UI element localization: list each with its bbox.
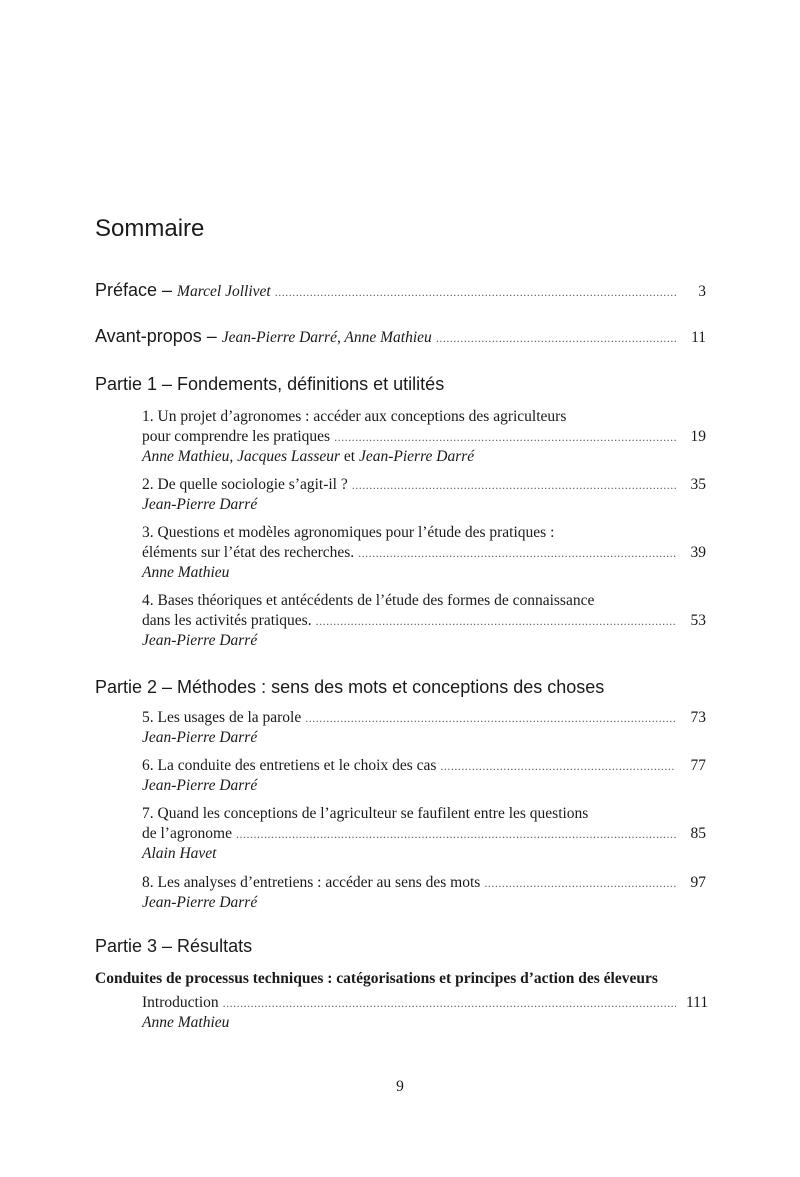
- toc-entry-7[interactable]: [142, 804, 706, 864]
- toc-entry-introduction[interactable]: [142, 993, 709, 1033]
- page-number: 19: [690, 428, 706, 445]
- part-2-heading: Partie 2 – Méthodes : sens des mots et conceptions des choses: [95, 677, 605, 697]
- dot-leader: [484, 873, 676, 893]
- toc-entry-5[interactable]: [142, 708, 706, 748]
- entry-title: 6. La conduite des entretiens et le choix des cas: [142, 757, 437, 774]
- entry-label: Avant-propos –: [95, 326, 217, 346]
- entry-title: 3. Questions et modèles agronomiques pour l’étude des pratiques :: [142, 524, 555, 541]
- entry-title: 2. De quelle sociologie s’agit-il ?: [142, 476, 348, 493]
- page-number: 85: [690, 825, 706, 842]
- entry-title-cont: pour comprendre les pratiques: [142, 428, 331, 445]
- entry-title-cont: éléments sur l’état des recherches.: [142, 544, 355, 561]
- entry-author: Jean-Pierre Darré, Anne Mathieu: [221, 329, 432, 346]
- dot-leader: [334, 427, 676, 447]
- entry-author: Jean-Pierre Darré: [142, 777, 258, 794]
- entry-author: Jean-Pierre Darré: [142, 894, 258, 911]
- toc-entry-4[interactable]: [142, 591, 706, 651]
- section-subheading: Conduites de processus techniques : catégorisations et principes d’action des éleveurs: [95, 970, 658, 987]
- page-number: 11: [691, 329, 706, 346]
- page-number: 77: [690, 757, 706, 774]
- entry-author: Jean-Pierre Darré: [142, 496, 258, 513]
- entry-authors: Anne Mathieu, Jacques Lasseur et Jean-Pierre Darré: [142, 448, 475, 465]
- entry-title: 4. Bases théoriques et antécédents de l’étude des formes de connaissance: [142, 592, 595, 609]
- entry-author: Alain Havet: [142, 845, 217, 862]
- entry-title: 8. Les analyses d’entretiens : accéder au sens des mots: [142, 874, 481, 891]
- entry-title: Introduction: [142, 994, 219, 1011]
- entry-label: Préface –: [95, 280, 173, 300]
- dot-leader: [275, 285, 676, 300]
- part-3-heading: Partie 3 – Résultats: [95, 936, 253, 956]
- entry-title: 1. Un projet d’agronomes : accéder aux conceptions des agriculteurs: [142, 408, 567, 425]
- dot-leader: [352, 475, 676, 495]
- entry-title: 7. Quand les conceptions de l’agriculteur se faufilent entre les questions: [142, 805, 589, 822]
- entry-title: 5. Les usages de la parole: [142, 709, 302, 726]
- entry-author: Jean-Pierre Darré: [142, 729, 258, 746]
- toc-entry-8[interactable]: [142, 873, 706, 913]
- entry-author: Marcel Jollivet: [177, 283, 271, 300]
- page-number: 39: [690, 544, 706, 561]
- toc-entry-1[interactable]: [142, 407, 706, 467]
- page-number: 73: [690, 709, 706, 726]
- toc-entry-avant-propos[interactable]: [95, 326, 706, 347]
- page-number: 35: [690, 476, 706, 493]
- toc-entry-6[interactable]: [142, 756, 706, 796]
- dot-leader: [358, 543, 676, 563]
- dot-leader: [223, 993, 676, 1013]
- toc-entry-3[interactable]: [142, 523, 706, 583]
- entry-author: Anne Mathieu: [142, 1014, 230, 1031]
- page-folio: 9: [396, 1078, 404, 1095]
- dot-leader: [436, 331, 676, 346]
- page-number: 97: [690, 874, 706, 891]
- dot-leader: [440, 756, 676, 776]
- page-title: Sommaire: [95, 215, 205, 242]
- page-number: 111: [686, 994, 709, 1011]
- page-number: 53: [690, 612, 706, 629]
- toc-entry-preface[interactable]: [95, 280, 706, 301]
- toc-entry-2[interactable]: [142, 475, 706, 515]
- dot-leader: [305, 708, 676, 728]
- entry-author: Anne Mathieu: [142, 564, 230, 581]
- part-1-heading: Partie 1 – Fondements, définitions et utilités: [95, 374, 445, 394]
- entry-author: Jean-Pierre Darré: [142, 632, 258, 649]
- dot-leader: [236, 824, 676, 844]
- dot-leader: [316, 611, 676, 631]
- page-number: 3: [698, 283, 706, 300]
- entry-title-cont: de l’agronome: [142, 825, 232, 842]
- entry-title-cont: dans les activités pratiques.: [142, 612, 312, 629]
